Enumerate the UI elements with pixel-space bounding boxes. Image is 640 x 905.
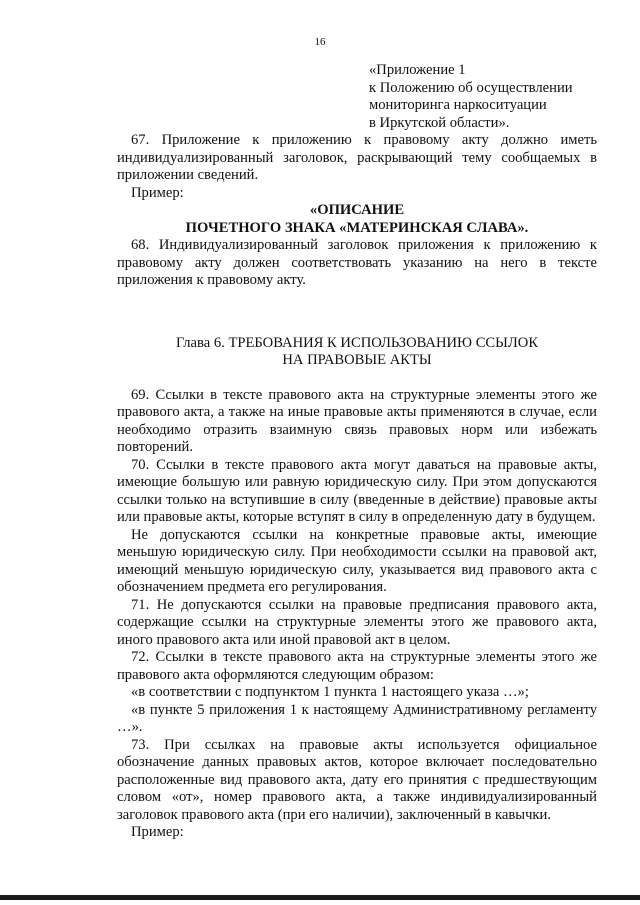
document-body	[117, 62, 597, 842]
paragraph-68: 68. Индивидуализированный заголовок приложения к приложению к правовому акту должен соответствовать указанию на него в тексте приложения к правовому акту.	[117, 237, 597, 288]
chapter-heading-line: Глава 6. ТРЕБОВАНИЯ К ИСПОЛЬЗОВАНИЮ ССЫЛОК	[175, 334, 539, 351]
quote-example: «в соответствии с подпунктом 1 пункта 1 настоящего указа …»;	[131, 684, 529, 700]
paragraph-69: 69. Ссылки в тексте правового акта на структурные элементы этого же правового акта, а также на иные правовые акты применяются в случае, если необходимо отразить взаимную связь правовых норм или избежать повторений.	[117, 386, 597, 455]
chapter-heading	[117, 335, 597, 370]
appendix-line: к Положению об осуществлении	[369, 79, 573, 96]
example-title-line: ПОЧЕТНОГО ЗНАКА «МАТЕРИНСКАЯ СЛАВА».	[185, 219, 529, 236]
example-title-line: «ОПИСАНИЕ	[309, 202, 405, 218]
paragraph-71: 71. Не допускаются ссылки на правовые предписания правового акта, содержащие ссылки на структурные элементы этого же правового акта, иного правового акта или иной правовой акт в целом.	[117, 596, 597, 648]
paragraph-70: 70. Ссылки в тексте правового акта могут даваться на правовые акты, имеющие большую или равную юридическую силу. При этом допускаются ссылки только на вступившие в силу (введенные в действие) правовые акты или правовые акты, которые вступят в силу в определенную дату в будущем.	[117, 456, 597, 525]
example-title	[117, 202, 597, 237]
paragraph-73: 73. При ссылках на правовые акты используется официальное обозначение данных правовых актов, которое включает последовательно расположенные вид правового акта, дату его принятия с предшествующим словом «от», номер правового акта, а также индивидуализированный заголовок правового акта (при его наличии), заключенный в кавычки.	[117, 736, 597, 823]
appendix-line: в Иркутской области».	[369, 114, 510, 131]
chapter-heading-line: НА ПРАВОВЫЕ АКТЫ	[282, 352, 432, 368]
example-label: Пример:	[131, 824, 184, 840]
scan-bottom-edge	[0, 895, 640, 900]
appendix-line: мониторинга наркоситуации	[369, 97, 547, 113]
page-number: 16	[314, 36, 326, 48]
appendix-reference-block	[369, 62, 597, 132]
appendix-line: «Приложение 1	[369, 62, 466, 78]
paragraph-67: 67. Приложение к приложению к правовому акту должно иметь индивидуализированный заголовок, раскрывающий тему сообщаемых в приложении сведений.	[117, 132, 597, 183]
paragraph-70-continued: Не допускаются ссылки на конкретные правовые акты, имеющие меньшую юридическую силу. При необходимости ссылки на правовой акт, имеющий меньшую юридическую силу, указывается вид правового акта с обозначением предмета его регулирования.	[117, 526, 597, 595]
paragraph-72: 72. Ссылки в тексте правового акта на структурные элементы этого же правового акта оформляются следующим образом:	[117, 649, 597, 683]
example-label: Пример:	[131, 184, 184, 201]
quote-example: «в пункте 5 приложения 1 к настоящему Административному регламенту …».	[117, 701, 597, 735]
